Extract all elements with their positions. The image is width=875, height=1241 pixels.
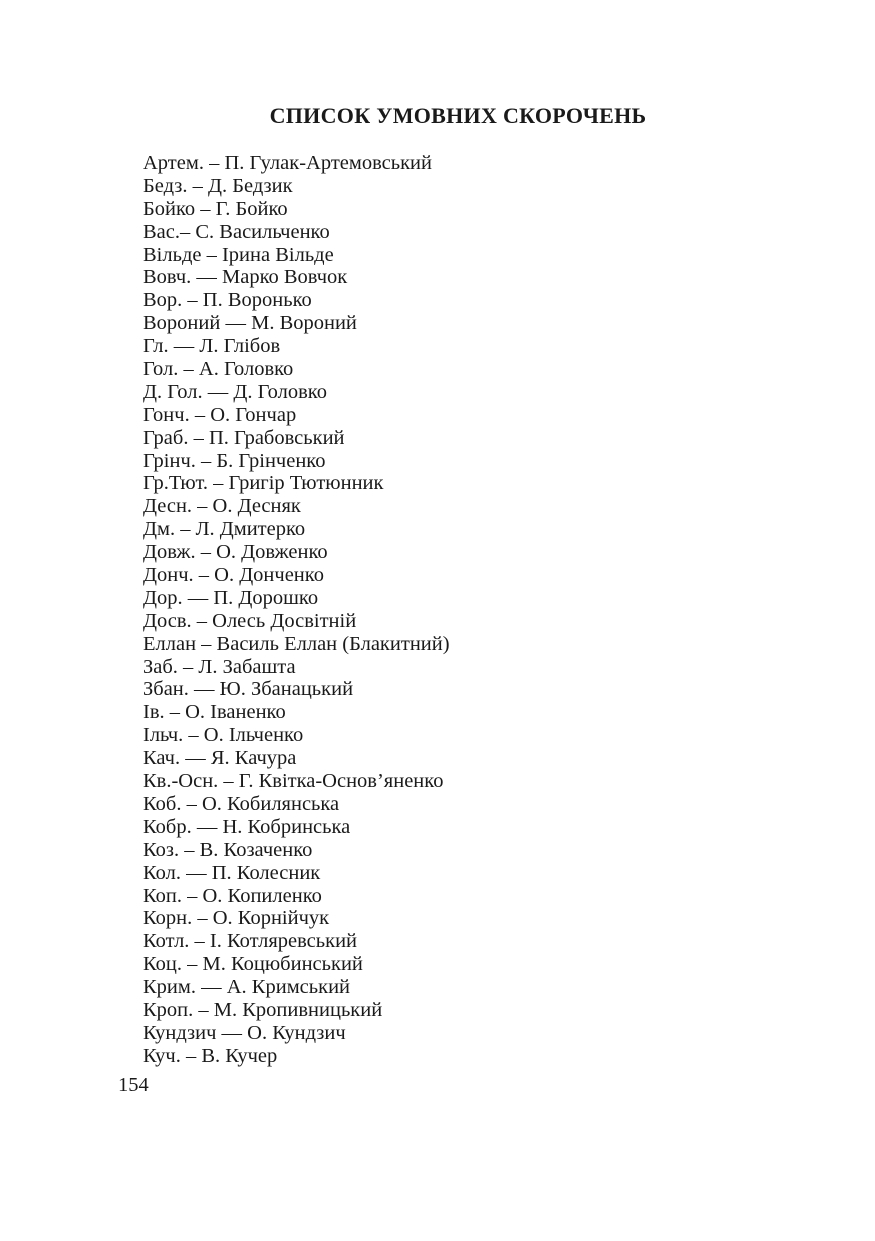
list-item: Збан. — Ю. Збанацький — [143, 678, 354, 701]
list-item: Досв. – Олесь Досвітній — [143, 609, 357, 632]
list-item: Коб. – О. Кобилянська — [143, 792, 340, 815]
list-item: Гол. – А. Головко — [143, 358, 294, 381]
list-item: Грінч. – Б. Грінченко — [143, 449, 326, 472]
list-item: Кач. — Я. Качура — [143, 747, 297, 770]
list-item: Кв.-Осн. – Г. Квітка-Основ’яненко — [143, 770, 444, 793]
list-item: Вас.– С. Васильченко — [143, 220, 330, 243]
list-item: Крим. — А. Кримський — [143, 976, 351, 999]
list-item: Ільч. – О. Ільченко — [143, 724, 304, 747]
list-item: Коц. – М. Коцюбинський — [143, 953, 363, 976]
list-item: Котл. – І. Котляревський — [143, 930, 358, 953]
abbreviation-list — [143, 152, 450, 1068]
list-item: Коп. – О. Копиленко — [143, 884, 322, 907]
list-item: Гр.Тют. – Григір Тютюнник — [143, 472, 384, 495]
list-item: Куч. – В. Кучер — [143, 1044, 278, 1067]
list-item: Вовч. — Марко Вовчок — [143, 266, 348, 289]
list-item: Гл. — Л. Глібов — [143, 335, 281, 358]
list-item: Десн. – О. Десняк — [143, 495, 301, 518]
list-item: Корн. – О. Корнійчук — [143, 907, 330, 930]
list-item: Заб. – Л. Забашта — [143, 655, 296, 678]
list-item: Ів. – О. Іваненко — [143, 701, 286, 724]
list-item: Довж. – О. Довженко — [143, 541, 328, 564]
list-item: Д. Гол. — Д. Головко — [143, 380, 327, 403]
list-item: Дм. – Л. Дмитерко — [143, 518, 306, 541]
list-item: Кол. — П. Колесник — [143, 861, 321, 884]
list-item: Бойко – Г. Бойко — [143, 197, 288, 220]
list-item: Вороний — М. Вороний — [143, 312, 357, 335]
list-item: Кундзич — О. Кундзич — [143, 1021, 346, 1044]
list-item: Дор. — П. Дорошко — [143, 586, 319, 609]
list-item: Коз. – В. Козаченко — [143, 838, 313, 861]
list-item: Кобр. — Н. Кобринська — [143, 815, 351, 838]
list-item: Кроп. – М. Кропивницький — [143, 998, 383, 1021]
page-number: 154 — [118, 1074, 149, 1096]
list-item: Гонч. – О. Гончар — [143, 403, 297, 426]
list-item: Граб. – П. Грабовський — [143, 426, 345, 449]
list-item: Вор. – П. Воронько — [143, 289, 312, 312]
list-item: Артем. – П. Гулак-Артемовський — [143, 152, 433, 174]
list-item: Еллан – Василь Еллан (Блакитний) — [143, 632, 450, 655]
list-item: Бедз. – Д. Бедзик — [143, 174, 293, 197]
list-item: Вільде – Ірина Вільде — [143, 243, 334, 266]
list-item: Донч. – О. Донченко — [143, 564, 324, 587]
page-title: СПИСОК УМОВНИХ СКОРОЧЕНЬ — [269, 103, 647, 128]
